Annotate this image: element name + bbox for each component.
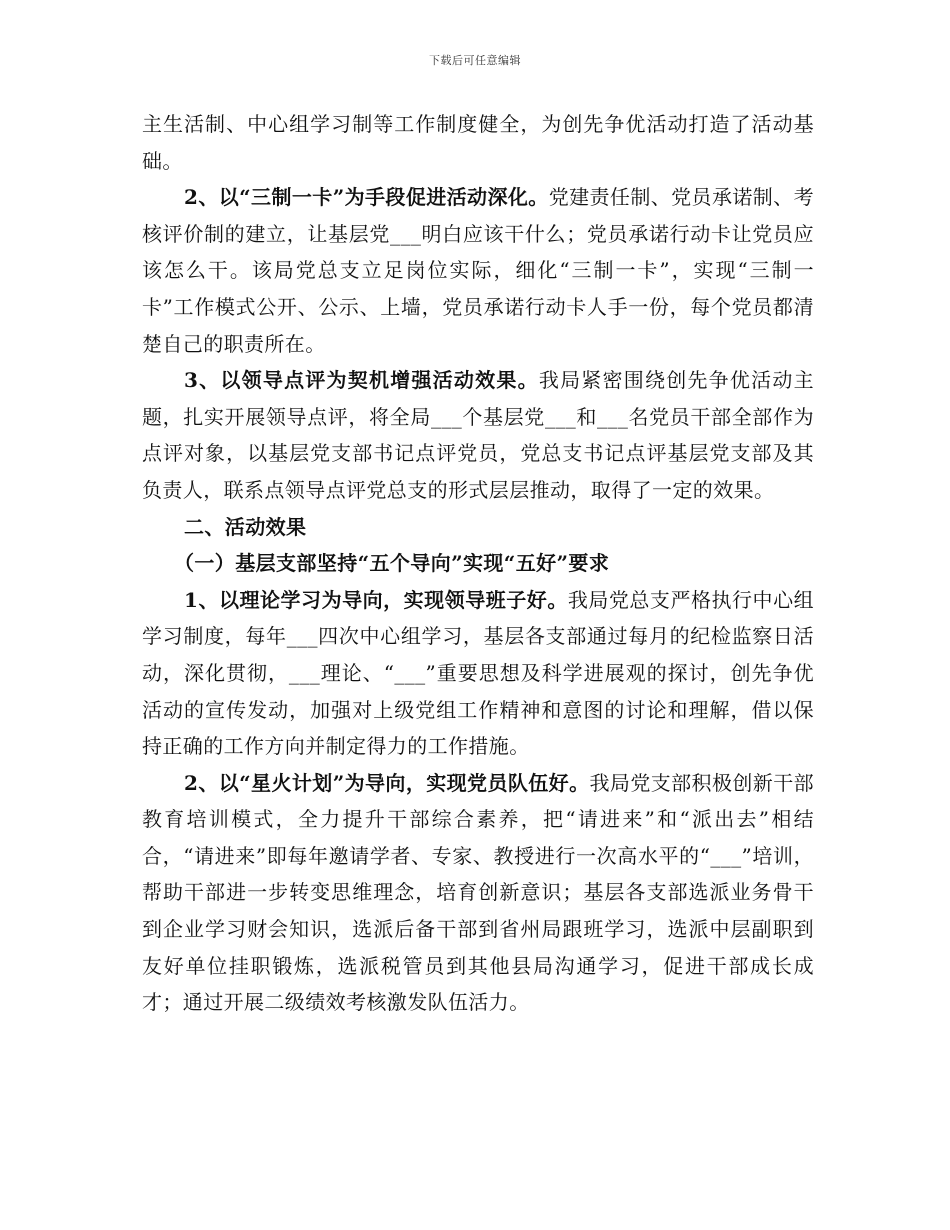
- subsection-heading: （一）基层支部坚持“五个导向”实现“五好”要求: [174, 551, 610, 576]
- document-body: [142, 106, 814, 1021]
- paragraph-continuation: [142, 106, 814, 179]
- paragraph-spark-plan: [142, 765, 814, 1021]
- paragraph-lead: 2、以“星火计划”为导向，实现党员队伍好。: [184, 770, 590, 795]
- paragraph-text: 党建责任制、党员承诺制、考核评价制的建立，让基层党___明白应该干什么；党员承诺行动卡让党员应该怎么干。该局党总支立足岗位实际，细化“三制一卡”，实现“三制一卡”工作模式公开、公示、上墙，党员承诺行动卡人手一份，每个党员都清楚自己的职责所在。: [142, 185, 814, 356]
- paragraph-lead: 2、以“三制一卡”为手段促进活动深化。: [184, 185, 549, 210]
- page-header-note: 下载后可任意编辑: [429, 54, 521, 67]
- paragraph-theory-study: [142, 582, 814, 765]
- paragraph-text: 主生活制、中心组学习制等工作制度健全，为创先争优活动打造了活动基础。: [142, 112, 814, 173]
- paragraph-lead: 3、以领导点评为契机增强活动效果。: [184, 368, 539, 393]
- paragraph-lead: 1、以理论学习为导向，实现领导班子好。: [184, 587, 568, 612]
- section-heading: 二、活动效果: [184, 514, 307, 539]
- paragraph-text: 我局党总支严格执行中心组学习制度，每年___四次中心组学习，基层各支部通过每月的纪检监察日活动，深化贯彻，___理论、“___”重要思想及科学进展观的探讨，创先争优活动的宣传发动，加强对上级党组工作精神和意图的讨论和理解，借以保持正确的工作方向并制定得力的工作措施。: [142, 587, 814, 759]
- paragraph-three-systems-one-card: [142, 179, 814, 362]
- paragraph-text: 我局紧密围绕创先争优活动主题，扎实开展领导点评，将全局___个基层党___和___名党员干部全部作为点评对象，以基层党支部书记点评党员，党总支书记点评基层党支部及其负责人，联系点领导点评党总支的形式层层推动，取得了一定的效果。: [142, 368, 815, 502]
- paragraph-leader-review: [142, 362, 814, 508]
- paragraph-text: 我局党支部积极创新干部教育培训模式，全力提升干部综合素养，把“请进来”和“派出去”相结合，“请进来”即每年邀请学者、专家、教授进行一次高水平的“___”培训，帮助干部进一步转变思维理念，培育创新意识；基层各支部选派业务骨干到企业学习财会知识，选派后备干部到省州局跟班学习，选派中层副职到友好单位挂职锻炼，选派税管员到其他县局沟通学习，促进干部成长成才；通过开展二级绩效考核激发队伍活力。: [142, 770, 815, 1015]
